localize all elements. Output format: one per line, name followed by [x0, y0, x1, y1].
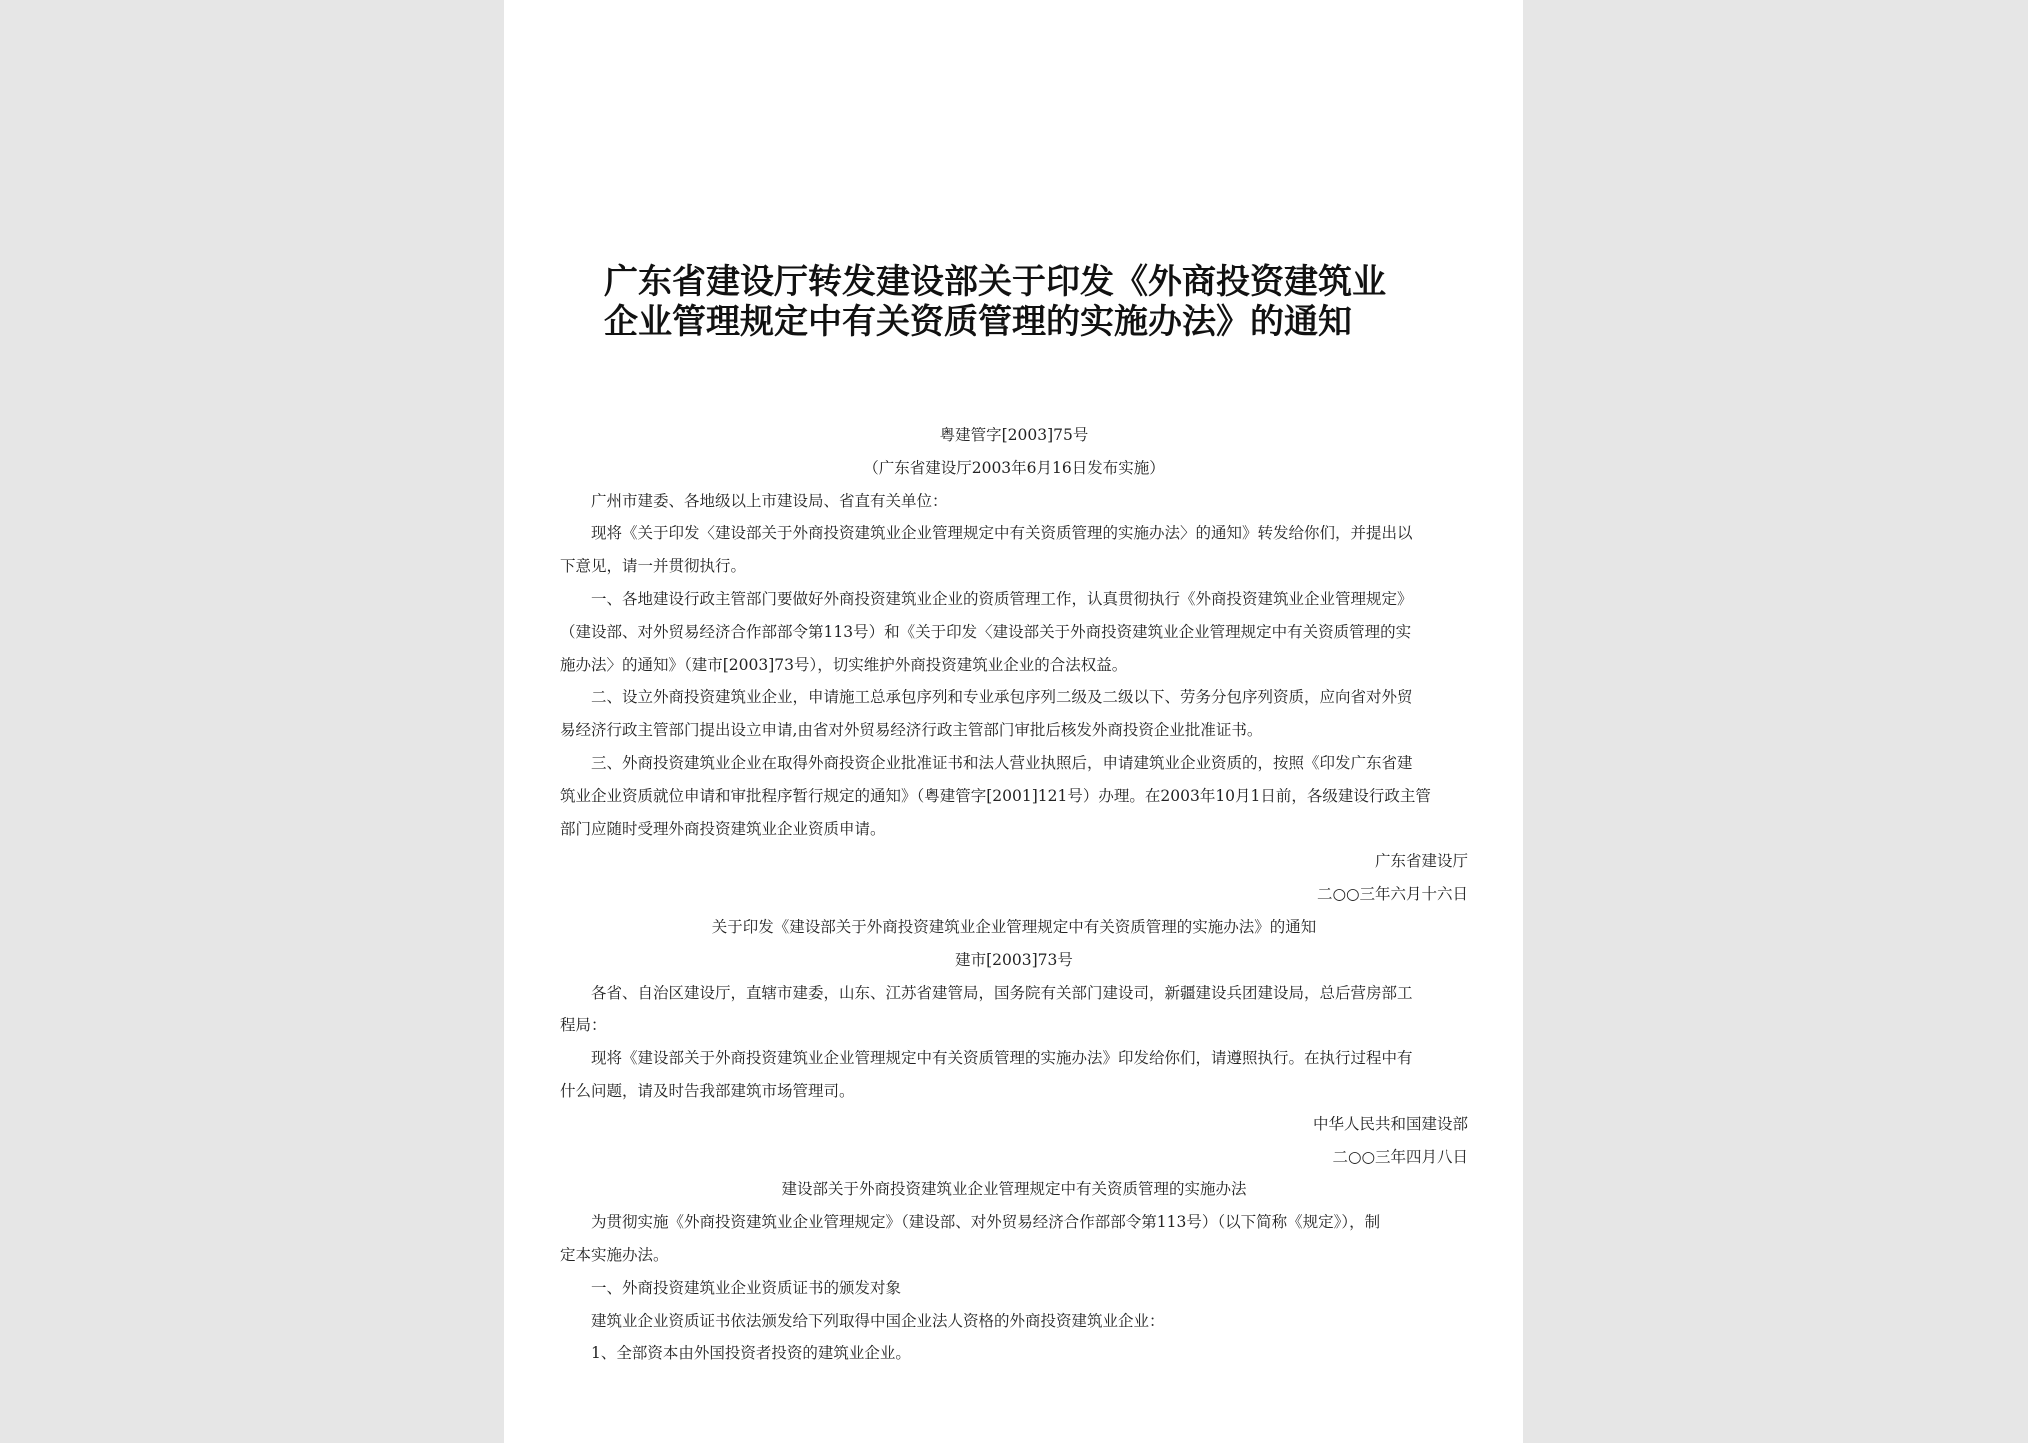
doc-number: 粤建管字[2003]75号 [939, 426, 1089, 444]
addressee: 广州市建委、各地级以上市建设局、省直有关单位： [591, 491, 948, 510]
document-page [504, 0, 1523, 1443]
item1-line-1: 一、各地建设行政主管部门要做好外商投资建筑业企业的资质管理工作，认真贯彻执行《外商投资建筑业企业管理规定》 [591, 589, 1413, 608]
section-1-item-1: 1、全部资本由外国投资者投资的建筑业企业。 [591, 1344, 911, 1363]
heading-3: 建设部关于外商投资建筑业企业管理规定中有关资质管理的实施办法 [781, 1180, 1247, 1199]
doc-number-2: 建市[2003]73号 [955, 950, 1073, 969]
date-2: 二○○三年四月八日 [1332, 1147, 1468, 1166]
section-1-heading: 一、外商投资建筑业企业资质证书的颁发对象 [591, 1278, 902, 1297]
item1-line-3: 施办法〉的通知》（建市[2003]73号），切实维护外商投资建筑业企业的合法权益。 [560, 655, 1128, 674]
intro-line-2: 下意见，请一并贯彻执行。 [560, 557, 747, 576]
item3-line-3: 部门应随时受理外商投资建筑业企业资质申请。 [560, 819, 886, 838]
title-line-1: 广东省建设厅转发建设部关于印发《外商投资建筑业 [604, 262, 1386, 302]
item3-line-2: 筑业企业资质就位申请和审批程序暂行规定的通知》（粤建管字[2001]121号）办理。在2003年10月1日前，各级建设行政主管 [560, 786, 1431, 805]
document-title [604, 262, 1484, 342]
addressee-2-line-2: 程局： [560, 1016, 607, 1035]
section-1-text: 建筑业企业资质证书依法颁发给下列取得中国企业法人资格的外商投资建筑业企业： [591, 1311, 1165, 1330]
document-body [560, 419, 1468, 1370]
notice-2-line-1: 现将《建设部关于外商投资建筑业企业管理规定中有关资质管理的实施办法》印发给你们，请遵照执行。在执行过程中有 [591, 1049, 1413, 1068]
signer-1: 广东省建设厅 [1374, 852, 1468, 871]
purpose-line-1: 为贯彻实施《外商投资建筑业企业管理规定》（建设部、对外贸易经济合作部部令第113号）（以下简称《规定》），制 [591, 1213, 1381, 1232]
item2-line-1: 二、设立外商投资建筑业企业，申请施工总承包序列和专业承包序列二级及二级以下、劳务分包序列资质，应向省对外贸 [591, 688, 1413, 707]
heading-2: 关于印发《建设部关于外商投资建筑业企业管理规定中有关资质管理的实施办法》的通知 [711, 917, 1317, 936]
date-1: 二○○三年六月十六日 [1316, 885, 1468, 904]
purpose-line-2: 定本实施办法。 [560, 1245, 669, 1264]
item1-line-2: （建设部、对外贸易经济合作部部令第113号）和《关于印发〈建设部关于外商投资建筑业企业管理规定中有关资质管理的实 [560, 622, 1412, 641]
notice-2-line-2: 什么问题，请及时告我部建筑市场管理司。 [560, 1081, 855, 1100]
item2-line-2: 易经济行政主管部门提出设立申请,由省对外贸易经济行政主管部门审批后核发外商投资企业批准证书。 [560, 721, 1263, 740]
issue-note: （广东省建设厅2003年6月16日发布实施） [863, 458, 1165, 477]
addressee-2-line-1: 各省、自治区建设厅，直辖市建委，山东、江苏省建管局，国务院有关部门建设司，新疆建设兵团建设局，总后营房部工 [591, 983, 1413, 1002]
item3-line-1: 三、外商投资建筑业企业在取得外商投资企业批准证书和法人营业执照后，申请建筑业企业资质的，按照《印发广东省建 [591, 753, 1413, 772]
intro-line-1: 现将《关于印发〈建设部关于外商投资建筑业企业管理规定中有关资质管理的实施办法〉的通知》转发给你们，并提出以 [591, 524, 1413, 543]
signer-2: 中华人民共和国建设部 [1312, 1114, 1468, 1133]
title-line-2: 企业管理规定中有关资质管理的实施办法》的通知 [604, 302, 1352, 342]
